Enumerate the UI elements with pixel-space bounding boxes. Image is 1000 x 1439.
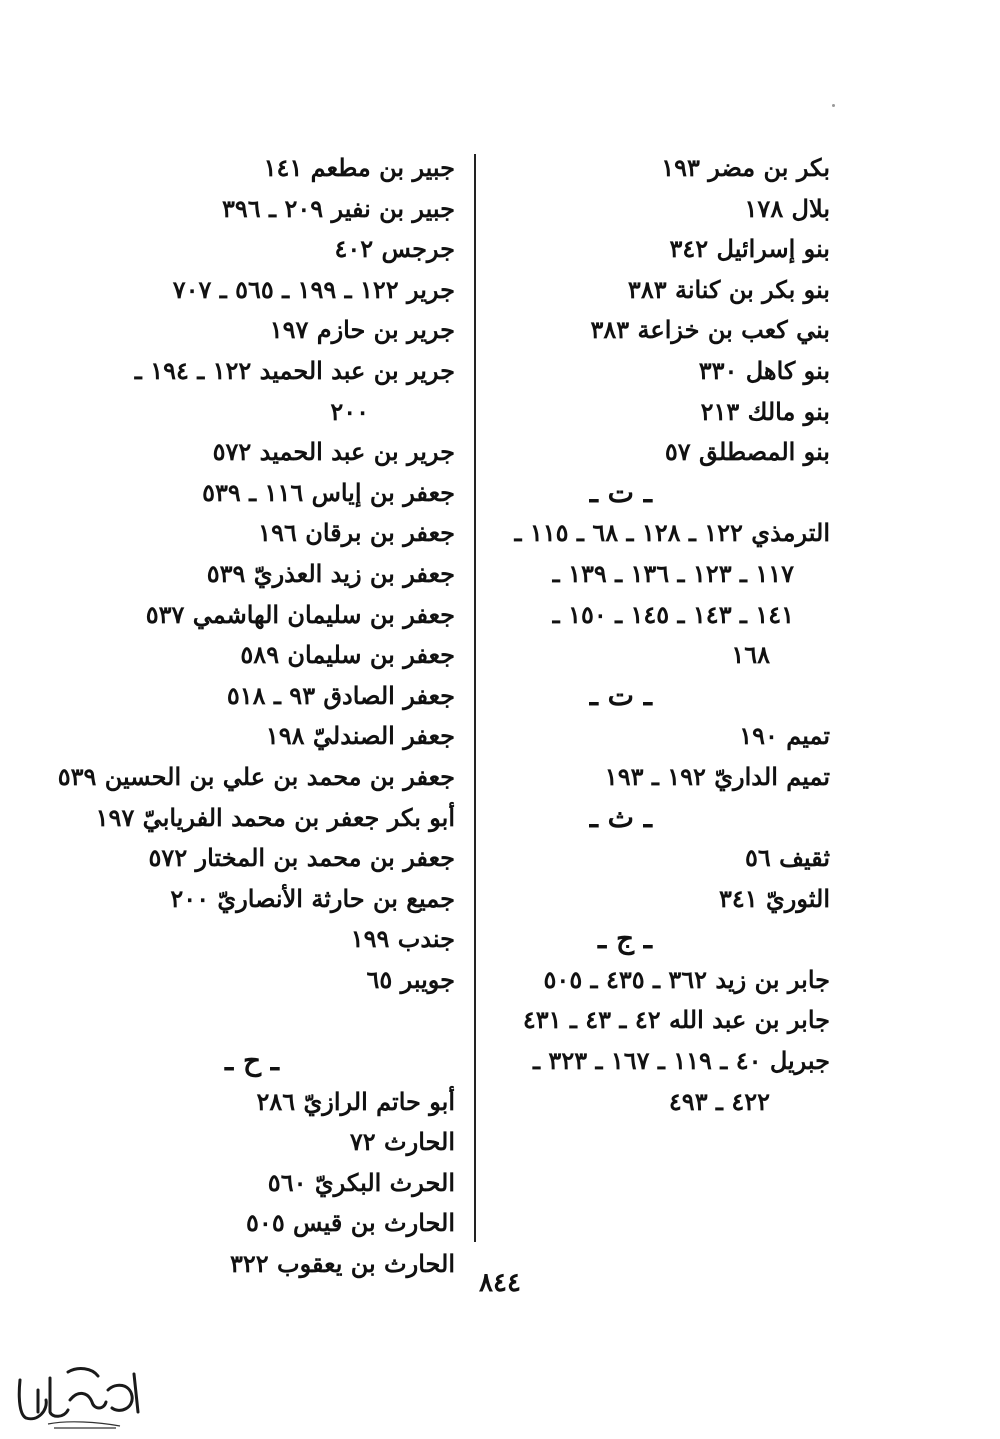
index-column-right <box>500 148 830 1122</box>
index-entry: جرير بن حازم ١٩٧ <box>269 315 455 345</box>
index-entry: تميم الداريّ ١٩٢ ـ ١٩٣ <box>604 761 830 791</box>
index-entry: جرجس ٤٠٢ <box>334 234 455 264</box>
index-entry: جابر بن زيد ٣٦٢ ـ ٤٣٥ ـ ٥٠٥ <box>543 964 830 994</box>
index-entry: الحرث البكريّ ٥٦٠ <box>267 1167 455 1197</box>
index-entry: جعفر بن محمد بن المختار ٥٧٢ <box>148 843 455 873</box>
section-letter-heading: ـ ت ـ <box>589 475 652 509</box>
index-entry-continuation: ٢٠٠ <box>330 396 369 426</box>
index-entry-continuation: ١١٧ ـ ١٢٣ ـ ١٣٦ ـ ١٣٩ ـ <box>552 558 794 588</box>
index-entry: جعفر بن إياس ١١٦ ـ ٥٣٩ <box>202 477 455 507</box>
index-entry: جبير بن نفير ٢٠٩ ـ ٣٩٦ <box>222 193 455 223</box>
index-entry: بنو إسرائيل ٣٤٢ <box>669 234 830 264</box>
section-letter-heading: ـ ح ـ <box>225 1044 279 1078</box>
index-entry: جعفر بن برقان ١٩٦ <box>258 518 455 548</box>
publisher-seal-logo <box>8 1360 158 1432</box>
index-entry: الحارث بن قيس ٥٠٥ <box>246 1208 455 1238</box>
index-entry: جرير ١٢٢ ـ ١٩٩ ـ ٥٦٥ ـ ٧٠٧ <box>172 274 455 304</box>
index-entry: جميع بن حارثة الأنصاريّ ٢٠٠ <box>170 883 455 913</box>
index-entry: بنو مالك ٢١٣ <box>700 396 830 426</box>
index-entry-continuation: ٤٢٢ ـ ٤٩٣ <box>668 1086 770 1116</box>
index-entry: بنو بكر بن كنانة ٣٨٣ <box>627 274 830 304</box>
section-letter-heading: ـ ج ـ <box>598 922 652 956</box>
index-entry: الثوريّ ٣٤١ <box>718 883 830 913</box>
index-entry: أبو حاتم الرازيّ ٢٨٦ <box>256 1086 455 1116</box>
index-entry: بلال ١٧٨ <box>744 193 830 223</box>
section-letter-heading: ـ ت ـ <box>589 678 652 712</box>
section-letter-heading: ـ ث ـ <box>589 800 652 834</box>
index-entry: أبو بكر جعفر بن محمد الفريابيّ ١٩٧ <box>95 802 455 832</box>
index-entry: بني كعب بن خزاعة ٣٨٣ <box>590 315 830 345</box>
index-entry: ثقيف ٥٦ <box>744 843 830 873</box>
index-entry: جابر بن عبد الله ٤٢ ـ ٤٣ ـ ٤٣١ <box>522 1005 830 1035</box>
spacer <box>125 1000 455 1041</box>
index-entry: تميم ١٩٠ <box>739 721 830 751</box>
stray-dot <box>832 104 835 107</box>
column-divider <box>474 154 476 1242</box>
index-entry: جبير بن مطعم ١٤١ <box>263 153 455 182</box>
index-entry: بنو المصطلق ٥٧ <box>664 437 830 467</box>
index-entry: جعفر الصندليّ ١٩٨ <box>265 721 455 751</box>
index-entry: جعفر بن سليمان الهاشمي ٥٣٧ <box>145 599 455 629</box>
index-entry: بنو كاهل ٣٣٠ <box>698 355 830 385</box>
index-entry: جرير بن عبد الحميد ١٢٢ ـ ١٩٤ ـ <box>134 355 455 385</box>
index-entry: جعفر بن محمد بن علي بن الحسين ٥٣٩ <box>57 761 455 791</box>
index-entry: الحارث بن يعقوب ٣٢٢ <box>229 1249 455 1279</box>
index-entry: جويبر ٦٥ <box>366 964 455 994</box>
index-entry: الحارث ٧٢ <box>349 1127 455 1157</box>
index-entry: بكر بن مضر ١٩٣ <box>661 153 830 182</box>
index-entry-continuation: ١٤١ ـ ١٤٣ ـ ١٤٥ ـ ١٥٠ ـ <box>552 599 794 629</box>
index-entry: جندب ١٩٩ <box>350 924 455 954</box>
index-entry: جرير بن عبد الحميد ٥٧٢ <box>212 437 455 467</box>
index-entry: جعفر بن سليمان ٥٨٩ <box>240 640 455 670</box>
index-entry: جعفر الصادق ٩٣ ـ ٥١٨ <box>226 680 455 710</box>
index-entry: الترمذي ١٢٢ ـ ١٢٨ ـ ٦٨ ـ ١١٥ ـ <box>514 518 830 548</box>
index-column-left <box>57 148 455 1285</box>
index-entry: جبريل ٤٠ ـ ١١٩ ـ ١٦٧ ـ ٣٢٣ ـ <box>533 1046 830 1076</box>
index-entry-continuation: ١٦٨ <box>731 640 770 670</box>
page-number: ٨٤٤ <box>479 1268 521 1298</box>
index-entry: جعفر بن زيد العذريّ ٥٣٩ <box>206 558 455 588</box>
